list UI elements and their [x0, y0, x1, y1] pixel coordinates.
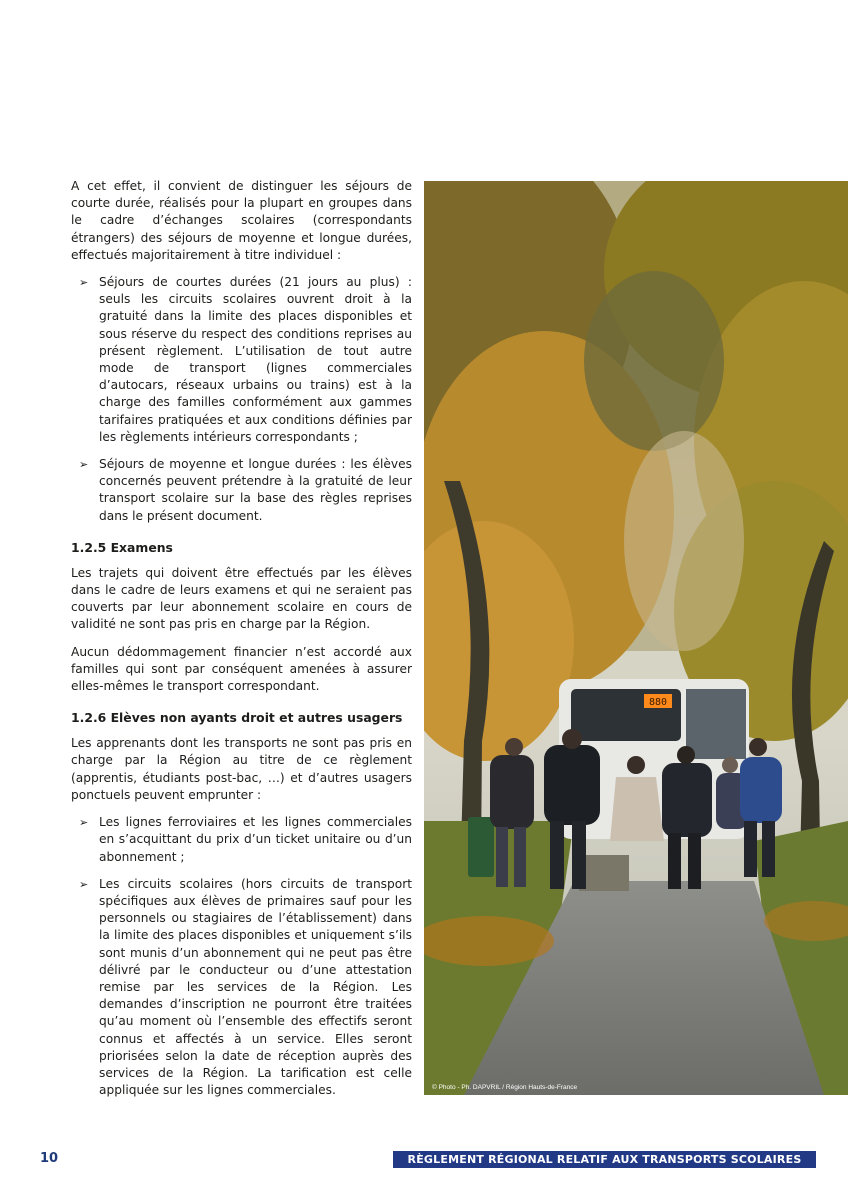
page-number: 10 — [40, 1151, 59, 1166]
examens-paragraph-1: Les trajets qui doivent être effectués par les élèves dans le cadre de leurs examens et qui ne seraient pas couverts par leur abonnement scolaire en cours de validité ne sont pas pris en charge par la Région. — [71, 565, 412, 632]
examens-paragraph-2: Aucun dédommagement financier n’est accordé aux familles qui sont par conséquent amenées à assurer elles-mêmes le transport correspondant. — [71, 644, 412, 694]
list-item — [71, 456, 412, 525]
list-item-text: Les circuits scolaires (hors circuits de transport spécifiques aux élèves de primaires sauf pour les personnels ou stagiaires de l’établissement) dans la limite des places disponibles et uniquement s’ils sont munis d’un abonnement qui ne peut pas être délivré par le conducteur ou d’une attestation remise par les services de la Région. Les demandes d’inscription ne pourront être traitées qu’au moment où l’ensemble des effectifs seront connus et affectés à un service. Elles seront priorisées selon la date de réception auprès des services de la Région. La tarification est celle appliquée sur les lignes commerciales. — [99, 876, 412, 1098]
arrow-bullet-icon: ➢ — [79, 816, 89, 830]
list-item-text: Séjours de moyenne et longue durées : les élèves concernés peuvent prétendre à la gratuité de leur transport scolaire sur la base des règles reprises dans le présent document. — [99, 457, 412, 523]
list-item-text: Les lignes ferroviaires et les lignes commerciales en s’acquittant du prix d’un ticket unitaire ou d’un abonnement ; — [99, 815, 412, 864]
bus-sign-text: 880 — [648, 697, 668, 708]
section-heading-non-ayants-droit: 1.2.6 Elèves non ayants droit et autres usagers — [71, 710, 403, 726]
list-item — [71, 274, 412, 446]
list-item — [71, 814, 412, 866]
photo-illustration — [424, 181, 848, 1095]
section-heading-examens: 1.2.5 Examens — [71, 539, 173, 555]
photo-credit: © Photo - Ph. DAPVRIL / Région Hauts-de-France — [432, 1084, 578, 1091]
main-text-column — [71, 178, 412, 1109]
stay-types-list — [71, 274, 412, 525]
arrow-bullet-icon: ➢ — [79, 877, 89, 891]
arrow-bullet-icon: ➢ — [79, 276, 89, 290]
transport-options-list — [71, 814, 412, 1099]
list-item-text: Séjours de courtes durées (21 jours au plus) : seuls les circuits scolaires ouvrent droit à la gratuité dans la limite des places disponibles et sous réserve du respect des conditions reprises au présent règlement. L’utilisation de tout autre mode de transport (lignes commerciales d’autocars, réseaux urbains ou trains) est à la charge des familles conformément aux gammes tarifaires pratiquées et aux conditions définies par les règlements intérieurs correspondants ; — [99, 275, 412, 444]
autumn-path-photo — [424, 181, 848, 1095]
non-ayants-droit-paragraph: Les apprenants dont les transports ne sont pas pris en charge par la Région au titre de ce règlement (apprentis, étudiants post-bac, …) et d’autres usagers ponctuels peuvent emprunter : — [71, 736, 412, 802]
intro-paragraph: A cet effet, il convient de distinguer les séjours de courte durée, réalisés pour la plupart en groupes dans le cadre d’échanges scolaires (correspondants étrangers) des séjours de moyenne et longue durées, effectués majoritairement à titre individuel : — [71, 179, 412, 262]
list-item — [71, 876, 412, 1100]
footer-document-title: RÈGLEMENT RÉGIONAL RELATIF AUX TRANSPORTS SCOLAIRES — [393, 1151, 816, 1168]
arrow-bullet-icon: ➢ — [79, 458, 89, 472]
